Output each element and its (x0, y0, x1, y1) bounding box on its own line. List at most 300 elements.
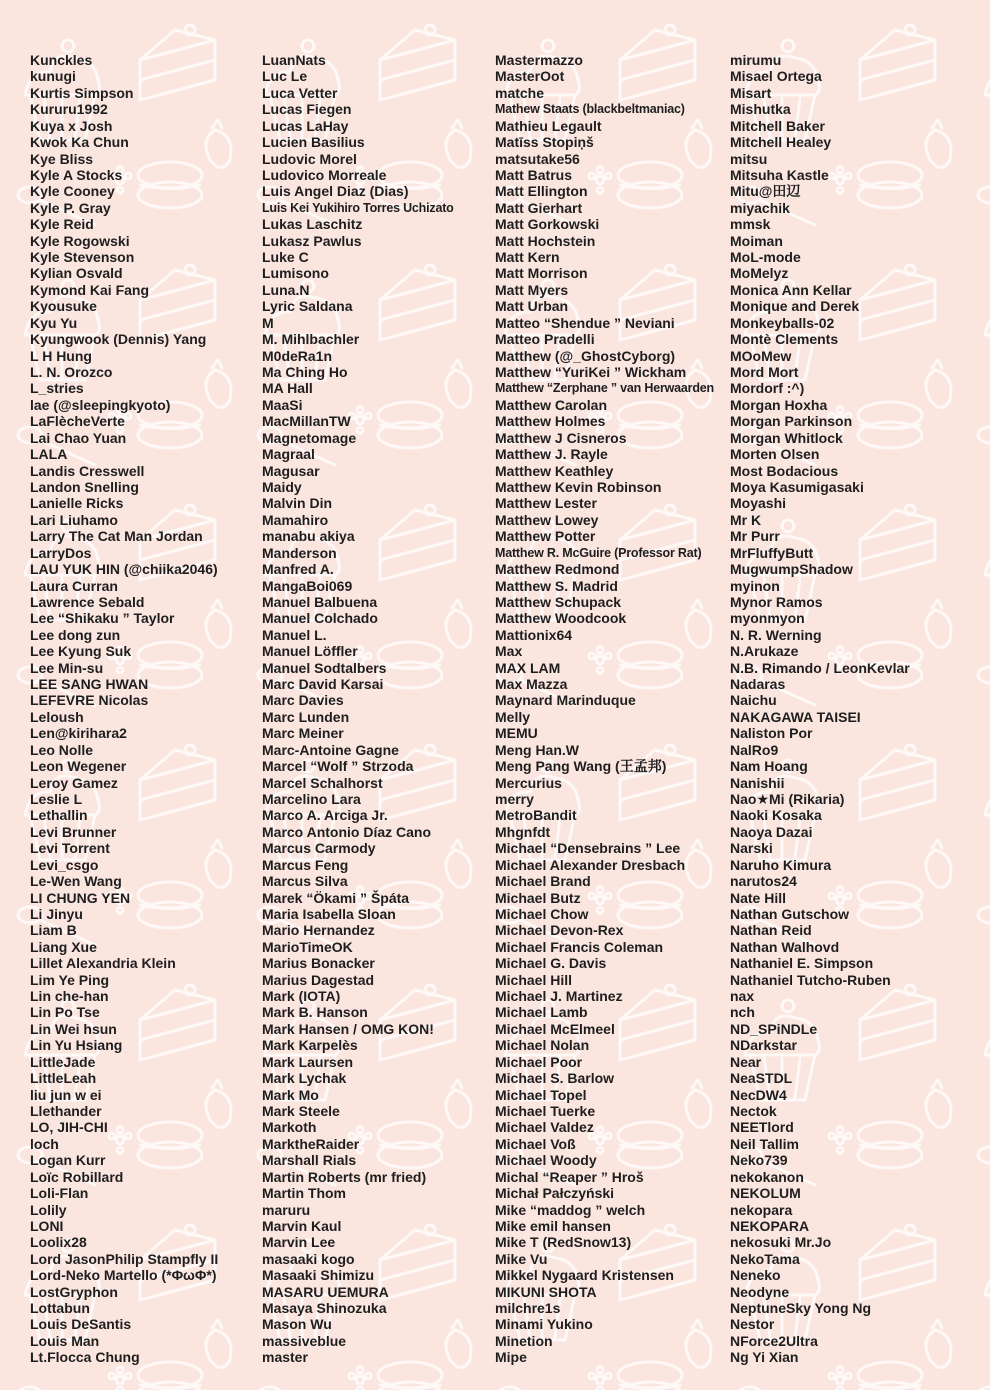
credit-name: Magusar (262, 462, 320, 479)
credit-name: Maria Isabella Sloan (262, 905, 396, 922)
credit-name: Lucien Basilius (262, 134, 365, 151)
credit-name: Matthew S. Madrid (495, 577, 618, 594)
credit-name: Nanishii (730, 774, 785, 791)
credit-name: massiveblue (262, 1332, 347, 1349)
credit-name: Moyashi (730, 495, 787, 512)
credit-name: Mike “maddog ” welch (495, 1201, 646, 1218)
credit-name: Lanielle Ricks (30, 495, 124, 512)
credit-name: MrFluffyButt (730, 544, 814, 561)
credit-name: Matt Gierhart (495, 199, 583, 216)
credit-name: NecDW4 (730, 1086, 787, 1103)
credit-name: Michael G. Davis (495, 955, 607, 972)
credit-name: Kye Bliss (30, 150, 94, 167)
credit-name: Manuel Colchado (262, 610, 378, 627)
credit-name: Lolily (30, 1201, 67, 1218)
credit-name: Monica Ann Kellar (730, 281, 852, 298)
credit-name: MIKUNI SHOTA (495, 1283, 597, 1300)
credit-name: Kururu1992 (30, 101, 108, 118)
credit-name: Mark B. Hanson (262, 1004, 368, 1021)
credit-name: Matthew Lowey (495, 511, 599, 528)
credit-name: Michael Nolan (495, 1037, 590, 1054)
credit-name: Ludovico Morreale (262, 166, 387, 183)
credit-name: Loolix28 (30, 1234, 87, 1251)
credit-name: Manderson (262, 544, 337, 561)
credit-name: Michael Tuerke (495, 1103, 596, 1119)
credit-name: Neodyne (730, 1283, 790, 1300)
credit-name: Lee dong zun (30, 626, 121, 643)
credit-name: Marco A. Arciga Jr. (262, 807, 388, 824)
credit-name: Lin che-han (30, 988, 109, 1005)
credit-name: LALA (30, 446, 68, 463)
credit-name: Michael Topel (495, 1086, 587, 1103)
credit-name: Mastermazzo (495, 52, 583, 68)
credit-name: Marcus Feng (262, 856, 349, 873)
credit-name: Kyle P. Gray (30, 199, 111, 216)
credit-name: Kyle Cooney (30, 183, 115, 200)
credit-name: milchre1s (495, 1300, 561, 1317)
credit-name: Michael Hill (495, 971, 573, 988)
credit-name: mmsk (730, 216, 771, 233)
credits-column-4 (730, 52, 910, 1366)
credit-name: Matthew “YuriKei ” Wickham (495, 364, 687, 381)
credit-name: Marcel Schalhorst (262, 774, 383, 791)
credit-name: Mr K (730, 511, 762, 528)
credit-name: Matthew J. Rayle (495, 446, 608, 463)
credit-name: Minami Yukino (495, 1316, 593, 1333)
credit-name: Naoya Dazai (730, 823, 813, 840)
credit-name: MarioTimeOK (262, 938, 353, 955)
credit-name: Lai Chao Yuan (30, 429, 127, 446)
credit-name: Luc Le (262, 68, 308, 85)
credit-name: Mitchell Baker (730, 117, 825, 134)
credit-name: Michael Woody (495, 1152, 597, 1169)
credit-name: MEMU (495, 725, 538, 742)
credit-name: Kuya x Josh (30, 117, 113, 134)
credit-name: Mord Mort (730, 364, 799, 381)
credit-name: Narski (730, 840, 773, 857)
credit-name: Lillet Alexandria Klein (30, 955, 176, 972)
credit-name: L H Hung (30, 347, 92, 364)
credit-name: MaaSi (262, 396, 303, 413)
credit-name: Ng Yi Xian (730, 1349, 799, 1366)
credit-name: LO, JIH-CHI (30, 1119, 108, 1136)
credit-name: N. R. Werning (730, 626, 822, 643)
credit-name: Matt Kern (495, 249, 560, 266)
credit-name: Matt Urban (495, 298, 569, 315)
credit-name: Lee “Shikaku ” Taylor (30, 610, 175, 627)
credit-name: Lottabun (30, 1300, 90, 1317)
credit-name: LAU YUK HIN (@chiika2046) (30, 561, 218, 578)
credit-name: Lin Wei hsun (30, 1020, 117, 1037)
credit-name: Matt Morrison (495, 265, 588, 282)
credit-name: Mordorf :^) (730, 380, 805, 397)
credit-name: NForce2Ultra (730, 1332, 818, 1349)
credit-name: Marcel “Wolf ” Strzoda (262, 758, 414, 775)
credit-name: NAKAGAWA TAISEI (730, 708, 861, 725)
credit-name: LaFlècheVerte (30, 413, 125, 430)
credit-name: MASARU UEMURA (262, 1283, 389, 1300)
credit-name: Moiman (730, 232, 783, 249)
credit-name: Luis Angel Diaz (Dias) (262, 183, 409, 200)
credit-name: MOoMew (730, 347, 792, 364)
credit-name: Minetion (495, 1332, 553, 1349)
credit-name: LEE SANG HWAN (30, 676, 149, 693)
credit-name: Mark Steele (262, 1103, 340, 1119)
credit-name: Nestor (730, 1316, 775, 1333)
credit-name: Monique and Derek (730, 298, 860, 315)
credit-name: Marius Dagestad (262, 971, 375, 988)
credit-name: LuanNats (262, 52, 326, 68)
credit-name: myinon (730, 577, 780, 594)
credit-name: Matthew Woodcook (495, 610, 627, 627)
credit-name: Luca Vetter (262, 84, 338, 101)
credit-name: Matthew (@_GhostCyborg) (495, 347, 676, 364)
credit-name: Matteo Pradelli (495, 331, 595, 348)
credit-name: LarryDos (30, 544, 92, 561)
credit-name: Marvin Lee (262, 1234, 336, 1251)
credit-name: Matteo “Shendue ” Neviani (495, 314, 675, 331)
credit-name: Nam Hoang (730, 758, 808, 775)
credit-name: Levi Torrent (30, 840, 110, 857)
credit-name: Ludovic Morel (262, 150, 357, 167)
credit-name: Lin Po Tse (30, 1004, 100, 1021)
credit-name: Kylian Osvald (30, 265, 123, 282)
credit-name: LittleLeah (30, 1070, 97, 1087)
credit-name: Michael Valdez (495, 1119, 594, 1136)
credit-name: Mark Laursen (262, 1053, 354, 1070)
credit-name: Nathan Reid (730, 922, 812, 939)
credits-column-2 (262, 52, 454, 1366)
credit-name: miyachik (730, 199, 790, 216)
credit-name: Nathaniel Tutcho-Ruben (730, 971, 891, 988)
credit-name: Morgan Parkinson (730, 413, 853, 430)
credit-name: Mattionix64 (495, 626, 573, 643)
credit-name: Matthew Keathley (495, 462, 614, 479)
credit-name: NEETlord (730, 1119, 794, 1136)
credit-name: Monkeyballs-02 (730, 314, 835, 331)
credit-name: Michael Devon-Rex (495, 922, 624, 939)
credit-name: Misart (730, 84, 772, 101)
credit-name: Liam B (30, 922, 77, 939)
credit-name: Near (730, 1053, 762, 1070)
credit-name: Marco Antonio Díaz Cano (262, 823, 432, 840)
credit-name: Meng Han.W (495, 741, 579, 758)
credit-name: Mark Karpelès (262, 1037, 358, 1054)
credit-name: Lord JasonPhilip Stampfly II (30, 1250, 219, 1267)
credit-name: Kyu Yu (30, 314, 78, 331)
credit-name: Leroy Gamez (30, 774, 118, 791)
credit-name: Lawrence Sebald (30, 593, 145, 610)
credit-name: nax (730, 988, 755, 1005)
credit-name: Masaya Shinozuka (262, 1300, 387, 1317)
credit-name: matsutake56 (495, 150, 580, 167)
credit-name: M. Mihlbachler (262, 331, 360, 348)
credit-name: NekoTama (730, 1250, 800, 1267)
credit-name: Lumisono (262, 265, 329, 282)
credit-name: Leon Wegener (30, 758, 127, 775)
credit-name: Levi_csgo (30, 856, 99, 873)
credit-name: Mitsuha Kastle (730, 166, 829, 183)
credit-name: Kyle A Stocks (30, 166, 123, 183)
credit-name: Matīss Stopiņš (495, 134, 594, 151)
credit-name: Naichu (730, 692, 777, 709)
credit-name: Nathan Walhovd (730, 938, 840, 955)
credit-name: Michael Voß (495, 1135, 576, 1152)
credit-name: Mamahiro (262, 511, 329, 528)
credit-name: Lari Liuhamo (30, 511, 118, 528)
credit-name: Kurtis Simpson (30, 84, 134, 101)
credit-name: Lyric Saldana (262, 298, 353, 315)
credit-name: Mark (IOTA) (262, 988, 341, 1005)
credit-name: Logan Kurr (30, 1152, 106, 1169)
credit-name: Marcus Silva (262, 873, 348, 890)
credit-name: Matt Myers (495, 281, 569, 298)
credit-name: Matthew J Cisneros (495, 429, 627, 446)
credit-name: Mark Lychak (262, 1070, 347, 1087)
credit-name: L. N. Orozco (30, 364, 113, 381)
credit-name: Michael Butz (495, 889, 581, 906)
credit-name: Marvin Kaul (262, 1217, 342, 1234)
credit-name: Marc Davies (262, 692, 344, 709)
credit-name: Maynard Marinduque (495, 692, 636, 709)
credit-name: Mario Hernandez (262, 922, 375, 939)
credit-name: LittleJade (30, 1053, 96, 1070)
credit-name: Michael Alexander Dresbach (495, 856, 686, 873)
credit-name: Lucas LaHay (262, 117, 349, 134)
credit-name: Luis Kei Yukihiro Torres Uchizato (262, 200, 454, 215)
credit-name: Michael “Densebrains ” Lee (495, 840, 681, 857)
credit-name: Kyle Rogowski (30, 232, 130, 249)
credit-name: Manuel Balbuena (262, 593, 378, 610)
credit-name: Manuel Löffler (262, 643, 358, 660)
credit-name: Manfred A. (262, 561, 334, 578)
credit-name: master (262, 1349, 308, 1366)
credit-name: Malvin Din (262, 495, 333, 512)
credit-name: Lt.Flocca Chung (30, 1349, 140, 1366)
credit-name: Marcelino Lara (262, 790, 361, 807)
credit-name: NEKOPARA (730, 1217, 810, 1234)
credit-name: Loli-Flan (30, 1185, 89, 1202)
credit-name: LEFEVRE Nicolas (30, 692, 149, 709)
credit-name: MangaBoi069 (262, 577, 353, 594)
credit-name: Mitchell Healey (730, 134, 832, 151)
credit-name: MA Hall (262, 380, 313, 397)
credit-name: lae (@sleepingkyoto) (30, 396, 171, 413)
credit-name: Mishutka (730, 101, 791, 118)
credit-name: Louis DeSantis (30, 1316, 132, 1333)
credit-name: Matt Hochstein (495, 232, 596, 249)
credit-name: Mike emil hansen (495, 1217, 611, 1234)
credit-name: Martin Thom (262, 1185, 346, 1202)
credit-name: Laura Curran (30, 577, 118, 594)
credit-name: Mark Mo (262, 1086, 319, 1103)
credit-name: Mipe (495, 1349, 527, 1366)
credit-name: N.B. Rimando / LeonKevlar (730, 659, 910, 676)
credit-name: Michael Brand (495, 873, 591, 890)
credit-name: nch (730, 1004, 755, 1021)
credit-name: Nate Hill (730, 889, 787, 906)
credit-name: maruru (262, 1201, 311, 1218)
credit-name: Melly (495, 708, 531, 725)
credit-name: Magraal (262, 446, 315, 463)
credit-name: Levi Brunner (30, 823, 117, 840)
credit-name: Kyle Reid (30, 216, 94, 233)
credit-name: Meng Pang Wang (王孟邦) (495, 758, 667, 775)
credit-name: MasterOot (495, 68, 565, 85)
credit-name: MAX LAM (495, 659, 561, 676)
credit-name: Nathaniel E. Simpson (730, 955, 874, 972)
credit-name: MacMillanTW (262, 413, 351, 430)
credit-name: Matthew Lester (495, 495, 597, 512)
credit-name: Maidy (262, 478, 302, 495)
credit-name: Moya Kasumigasaki (730, 478, 864, 495)
credit-name: Matthew Schupack (495, 593, 622, 610)
credit-name: Max Mazza (495, 676, 568, 693)
credit-name: Lethallin (30, 807, 88, 824)
credit-name: nekopara (730, 1201, 793, 1218)
credit-name: Li Jinyu (30, 905, 83, 922)
credit-name: Manuel L. (262, 626, 327, 643)
credit-name: Loïc Robillard (30, 1168, 124, 1185)
credit-name: Louis Man (30, 1332, 100, 1349)
credit-name: Kyousuke (30, 298, 97, 315)
credit-name: NeaSTDL (730, 1070, 793, 1087)
credit-name: Leloush (30, 708, 84, 725)
credit-name: Len@kirihara2 (30, 725, 127, 742)
credit-name: Nathan Gutschow (730, 905, 850, 922)
credit-name: Neneko (730, 1267, 781, 1284)
credit-name: Lukasz Pawlus (262, 232, 362, 249)
credit-name: Michal “Reaper ” Hroš (495, 1168, 644, 1185)
credit-name: Kwok Ka Chun (30, 134, 129, 151)
credit-name: Misael Ortega (730, 68, 822, 85)
credits-column-1 (30, 52, 218, 1366)
credit-name: MetroBandit (495, 807, 577, 824)
credit-name: Mercurius (495, 774, 562, 791)
credit-name: Lee Min-su (30, 659, 104, 676)
credit-name: liu jun w ei (30, 1086, 102, 1103)
credit-name: Michael Poor (495, 1053, 583, 1070)
credit-name: Magnetomage (262, 429, 357, 446)
credit-name: Mr Purr (730, 528, 780, 545)
credit-name: Marcus Carmody (262, 840, 376, 857)
credit-name: Matthew R. McGuire (Professor Rat) (495, 545, 702, 560)
credit-name: Leslie L (30, 790, 83, 807)
credit-name: MugwumpShadow (730, 561, 853, 578)
credit-name: Nectok (730, 1103, 777, 1119)
credit-name: Luna.N (262, 281, 310, 298)
credit-name: manabu akiya (262, 528, 355, 545)
credit-name: Most Bodacious (730, 462, 839, 479)
credit-name: Max (495, 643, 523, 660)
credit-name: Mike Vu (495, 1250, 548, 1267)
credit-name: Marc Meiner (262, 725, 344, 742)
credit-name: Morgan Whitlock (730, 429, 843, 446)
credit-name: MarktheRaider (262, 1135, 360, 1152)
credit-name: Neil Tallim (730, 1135, 799, 1152)
credit-name: Llethander (30, 1103, 102, 1119)
credit-name: nekosuki Mr.Jo (730, 1234, 832, 1251)
credit-name: LostGryphon (30, 1283, 118, 1300)
credit-name: Kunckles (30, 52, 93, 68)
credit-name: Lord-Neko Martello (*ΦωΦ*) (30, 1267, 217, 1284)
credit-name: Naoki Kosaka (730, 807, 822, 824)
credit-name: Mitu@田辺 (730, 183, 801, 200)
credit-name: Montè Clements (730, 331, 839, 348)
credit-name: Naruho Kimura (730, 856, 832, 873)
credit-name: Matt Ellington (495, 183, 588, 200)
credit-name: narutos24 (730, 873, 797, 890)
credit-name: mirumu (730, 52, 782, 68)
credit-name: LI CHUNG YEN (30, 889, 131, 906)
credit-name: Michał Pałczyński (495, 1185, 615, 1202)
credits-list (0, 52, 990, 1372)
credit-name: Marc Lunden (262, 708, 350, 725)
credit-name: Matt Batrus (495, 166, 573, 183)
credits-column-3 (495, 52, 714, 1366)
credit-name: M (262, 314, 274, 331)
credit-name: Markoth (262, 1119, 317, 1136)
credit-name: Lee Kyung Suk (30, 643, 132, 660)
credit-name: Michael S. Barlow (495, 1070, 615, 1087)
credit-name: Lin Yu Hsiang (30, 1037, 123, 1054)
credit-name: Naliston Por (730, 725, 813, 742)
credit-name: Larry The Cat Man Jordan (30, 528, 203, 545)
credit-name: Michael Lamb (495, 1004, 588, 1021)
credit-name: Luke C (262, 249, 309, 266)
credit-name: LONI (30, 1217, 64, 1234)
credit-name: Mathieu Legault (495, 117, 602, 134)
credit-name: mitsu (730, 150, 768, 167)
credit-name: Matthew “Zerphane ” van Herwaarden (495, 381, 714, 396)
credit-name: Kyungwook (Dennis) Yang (30, 331, 207, 348)
credit-name: Michael McElmeel (495, 1020, 615, 1037)
credit-name: M0deRa1n (262, 347, 333, 364)
credit-name: NeptuneSky Yong Ng (730, 1300, 872, 1317)
credit-name: Lucas Fiegen (262, 101, 352, 118)
credit-name: Marshall Rials (262, 1152, 357, 1169)
credit-name: Kymond Kai Fang (30, 281, 150, 298)
credit-name: masaaki kogo (262, 1250, 355, 1267)
credit-name: N.Arukaze (730, 643, 799, 660)
credit-name: Nao★Mi (Rikaria) (730, 790, 845, 807)
credit-name: Masaaki Shimizu (262, 1267, 375, 1284)
credit-name: Mike T (RedSnow13) (495, 1234, 632, 1251)
credit-name: Le-Wen Wang (30, 873, 122, 890)
credit-name: Matthew Carolan (495, 396, 608, 413)
credit-name: Morgan Hoxha (730, 396, 828, 413)
credit-name: Matthew Redmond (495, 561, 620, 578)
credit-name: Mikkel Nygaard Kristensen (495, 1267, 674, 1284)
credit-name: Matt Gorkowski (495, 216, 600, 233)
credit-name: NEKOLUM (730, 1185, 801, 1202)
credit-name: Marc David Karsai (262, 676, 384, 693)
credit-name: Michael Francis Coleman (495, 938, 664, 955)
credit-name: Michael J. Martinez (495, 988, 623, 1005)
credit-name: Leo Nolle (30, 741, 94, 758)
credit-name: Mynor Ramos (730, 593, 823, 610)
credit-name: loch (30, 1135, 59, 1152)
credit-name: nekokanon (730, 1168, 804, 1185)
credit-name: Neko739 (730, 1152, 788, 1169)
credit-name: kunugi (30, 68, 76, 85)
credit-name: Marek “Ökami ” Špáta (262, 889, 410, 906)
credit-name: Mark Hansen / OMG KON! (262, 1020, 434, 1037)
credit-name: L_stries (30, 380, 84, 397)
credit-name: Ma Ching Ho (262, 364, 348, 381)
credit-name: Landis Cresswell (30, 462, 145, 479)
credit-name: Liang Xue (30, 938, 97, 955)
